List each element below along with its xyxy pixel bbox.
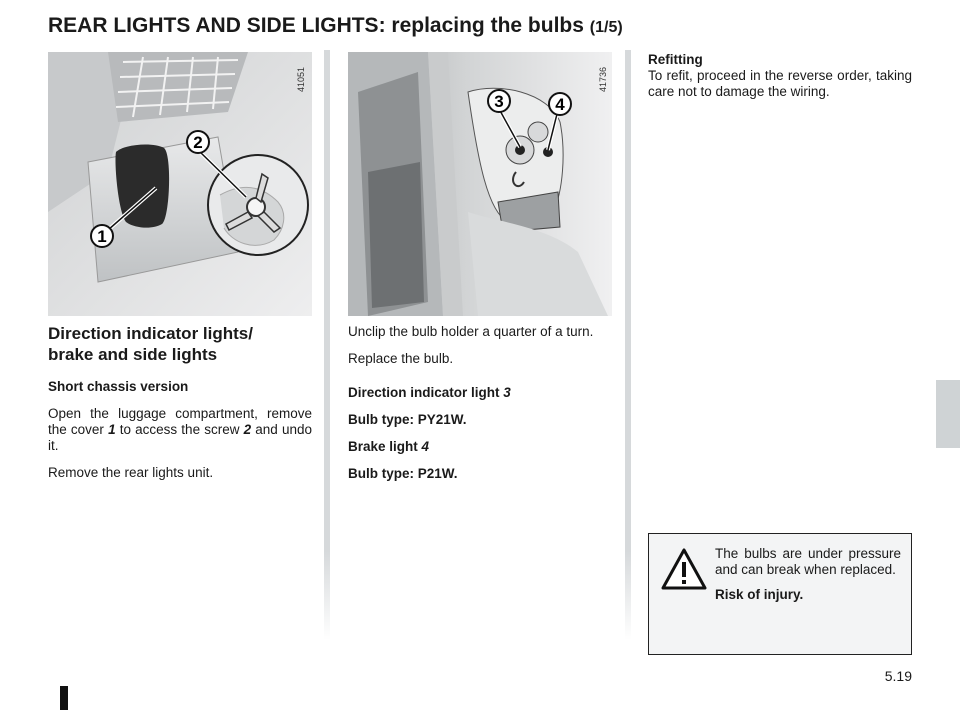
column-separator: [625, 50, 631, 640]
warning-risk: Risk of injury.: [715, 587, 804, 602]
reference-cover: 1: [108, 422, 116, 437]
warning-text: The bulbs are under pressure and can break when replaced.: [715, 546, 901, 577]
column-separator: [324, 50, 330, 640]
rear-light-unit-illustration: [348, 52, 612, 316]
callout-4: 4: [555, 95, 565, 114]
instruction-paragraph: [48, 406, 312, 454]
corner-mark: [60, 686, 68, 710]
callout-1: 1: [97, 227, 107, 246]
subheading: Short chassis version: [48, 379, 189, 394]
figure-code: 41051: [296, 66, 306, 92]
section-heading-line2: brake and side lights: [48, 345, 218, 364]
bulb-label-text: Brake light: [348, 439, 422, 454]
instruction-text: Open the luggage compartment, remove the cover: [48, 406, 312, 437]
section-heading: [48, 323, 312, 365]
refitting-text: To refit, proceed in the reverse order, taking care not to damage the wiring.: [648, 68, 912, 99]
instruction-text: to access the screw: [115, 422, 244, 437]
callout-2: 2: [193, 133, 203, 152]
instruction-paragraph: Replace the bulb.: [348, 351, 454, 366]
section-thumb-tab: [936, 380, 960, 448]
instruction-paragraph: Unclip the bulb holder a quarter of a turn.: [348, 324, 594, 339]
warning-triangle-icon: [661, 548, 707, 590]
warning-text-block: [715, 546, 901, 612]
column-middle: [348, 324, 612, 493]
reference-direction-indicator: 3: [503, 385, 511, 400]
warning-box: [648, 533, 912, 655]
page-title: [48, 14, 623, 38]
column-left: [48, 323, 312, 492]
reference-screw: 2: [243, 422, 252, 437]
figure-luggage-cover: [48, 52, 312, 316]
luggage-cover-illustration: [48, 52, 312, 316]
bulb-label-text: Direction indicator light: [348, 385, 504, 400]
figure-rear-light-unit: [348, 52, 612, 316]
instruction-paragraph: Remove the rear lights unit.: [48, 465, 214, 480]
callout-3: 3: [494, 92, 504, 111]
figure-code: 41736: [598, 66, 608, 92]
reference-brake-light: 4: [421, 439, 430, 454]
page-part-indicator: (1/5): [589, 19, 623, 36]
bulb-label: [348, 385, 612, 401]
bulb-type: Bulb type: P21W.: [348, 466, 458, 481]
refitting-heading: Refitting: [648, 52, 703, 67]
column-right: [648, 52, 912, 100]
section-heading-line1: Direction indicator lights/: [48, 324, 253, 343]
page-number: 5.19: [884, 668, 912, 684]
page-title-text: REAR LIGHTS AND SIDE LIGHTS: replacing the bulbs: [48, 14, 584, 37]
bulb-label: [348, 439, 612, 455]
bulb-type: Bulb type: PY21W.: [348, 412, 467, 427]
instruction-text: and undo it.: [48, 422, 312, 453]
